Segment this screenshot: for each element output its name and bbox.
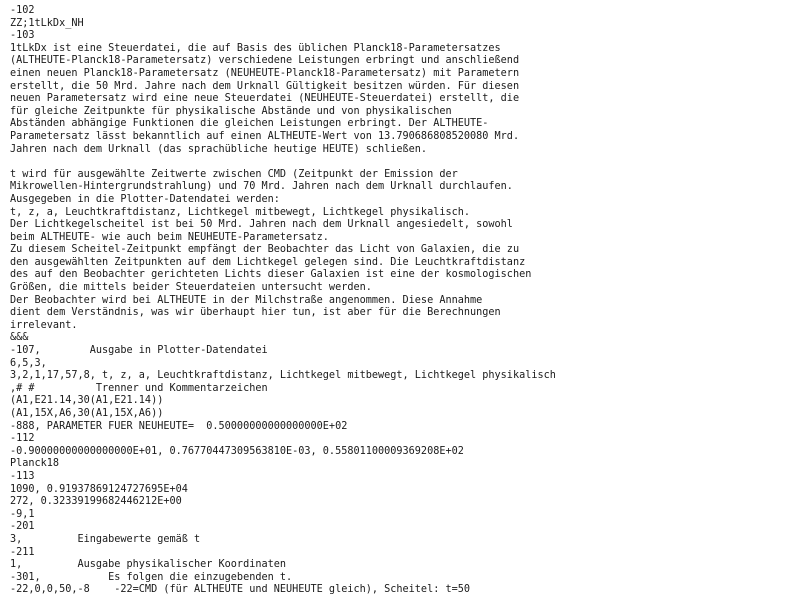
text-line: (ALTHEUTE-Planck18-Parametersatz) verschiedene Leistungen erbringt und anschließend	[10, 55, 520, 67]
text-line: Der Beobachter wird bei ALTHEUTE in der Milchstraße angenommen. Diese Annahme	[10, 294, 483, 306]
text-line: -211	[10, 546, 35, 558]
text-line: 272, 0.32339199682446212E+00	[10, 496, 182, 508]
text-line: dient dem Verständnis, was wir überhaupt hier tun, ist aber für die Berechnungen	[10, 307, 501, 319]
text-line: Der Lichtkegelscheitel ist bei 50 Mrd. Jahren nach dem Urknall angesiedelt, sowohl	[10, 219, 513, 231]
text-line: -22,0,0,50,-8 -22=CMD (für ALTHEUTE und NEUHEUTE gleich), Scheitel: t=50	[10, 584, 471, 596]
text-line: -112	[10, 433, 35, 445]
text-line: Jahren nach dem Urknall (das sprachübliche heutige HEUTE) schließen.	[10, 143, 428, 155]
text-line: (A1,15X,A6,30(A1,15X,A6))	[10, 408, 164, 419]
text-line: Abständen abhängige Funktionen die gleichen Leistungen erbringt. Der ALTHEUTE-	[10, 118, 489, 130]
text-line: 3, Eingabewerte gemäß t	[10, 533, 201, 545]
text-line: für gleiche Zeitpunkte für physikalische Abstände und von physikalischen	[10, 105, 452, 117]
text-line: Parametersatz lässt bekanntlich auf einen ALTHEUTE-Wert von 13.790686808520080 Mrd.	[10, 130, 520, 142]
text-line	[10, 156, 795, 169]
text-line: erstellt, die 50 Mrd. Jahre nach dem Urknall Gültigkeit besitzen würden. Für diesen	[10, 80, 520, 92]
text-line: einen neuen Planck18-Parametersatz (NEUHEUTE-Planck18-Parametersatz) mit Parametern	[10, 67, 520, 79]
text-line: t wird für ausgewählte Zeitwerte zwischen CMD (Zeitpunkt der Emission der	[10, 168, 458, 180]
document-text	[10, 5, 795, 597]
text-line: Ausgegeben in die Plotter-Datendatei werden:	[10, 193, 280, 205]
text-line: -107, Ausgabe in Plotter-Datendatei	[10, 345, 268, 357]
text-line: -102	[10, 5, 35, 16]
text-line: irrelevant.	[10, 319, 78, 331]
text-line: 1, Ausgabe physikalischer Koordinaten	[10, 559, 287, 571]
text-line: -103	[10, 30, 35, 42]
text-line: 6,5,3,	[10, 357, 47, 369]
text-line: 1090, 0.91937869124727695E+04	[10, 483, 188, 495]
text-line: -9,1	[10, 508, 35, 520]
text-line: -201	[10, 521, 35, 533]
text-line: des auf den Beobachter gerichteten Lichts dieser Galaxien ist eine der kosmologischen	[10, 269, 532, 281]
text-line: ,# # Trenner und Kommentarzeichen	[10, 382, 268, 394]
text-line: &&&	[10, 332, 29, 344]
text-line: 3,2,1,17,57,8, t, z, a, Leuchtkraftdistanz, Lichtkegel mitbewegt, Lichtkegel physikalisch	[10, 370, 556, 382]
text-line: t, z, a, Leuchtkraftdistanz, Lichtkegel mitbewegt, Lichtkegel physikalisch.	[10, 206, 471, 218]
text-line: -0.90000000000000000E+01, 0.76770447309563810E-03, 0.55801100009369208E+02	[10, 445, 464, 457]
text-line: Zu diesem Scheitel-Zeitpunkt empfängt der Beobachter das Licht von Galaxien, die zu	[10, 244, 520, 256]
text-line: -888, PARAMETER FUER NEUHEUTE= 0.50000000000000000E+02	[10, 420, 348, 432]
text-line: 1tLkDx ist eine Steuerdatei, die auf Basis des üblichen Planck18-Parametersatzes	[10, 42, 501, 54]
text-line: den ausgewählten Zeitpunkten auf dem Lichtkegel gelegen sind. Die Leuchtkraftdistanz	[10, 256, 526, 268]
text-line: (A1,E21.14,30(A1,E21.14))	[10, 395, 164, 407]
text-line: Mikrowellen-Hintergrundstrahlung) und 70 Mrd. Jahren nach dem Urknall durchlaufen.	[10, 181, 513, 193]
text-line: beim ALTHEUTE- wie auch beim NEUHEUTE-Parametersatz.	[10, 231, 329, 243]
text-line: -113	[10, 470, 35, 482]
text-line: -301, Es folgen die einzugebenden t.	[10, 571, 293, 583]
text-line: Planck18	[10, 458, 60, 470]
text-line: ZZ;1tLkDx_NH	[10, 17, 84, 29]
text-line: Größen, die mittels beider Steuerdateien untersucht werden.	[10, 282, 372, 294]
text-line: neuen Parametersatz wird eine neue Steuerdatei (NEUHEUTE-Steuerdatei) erstellt, die	[10, 93, 520, 105]
